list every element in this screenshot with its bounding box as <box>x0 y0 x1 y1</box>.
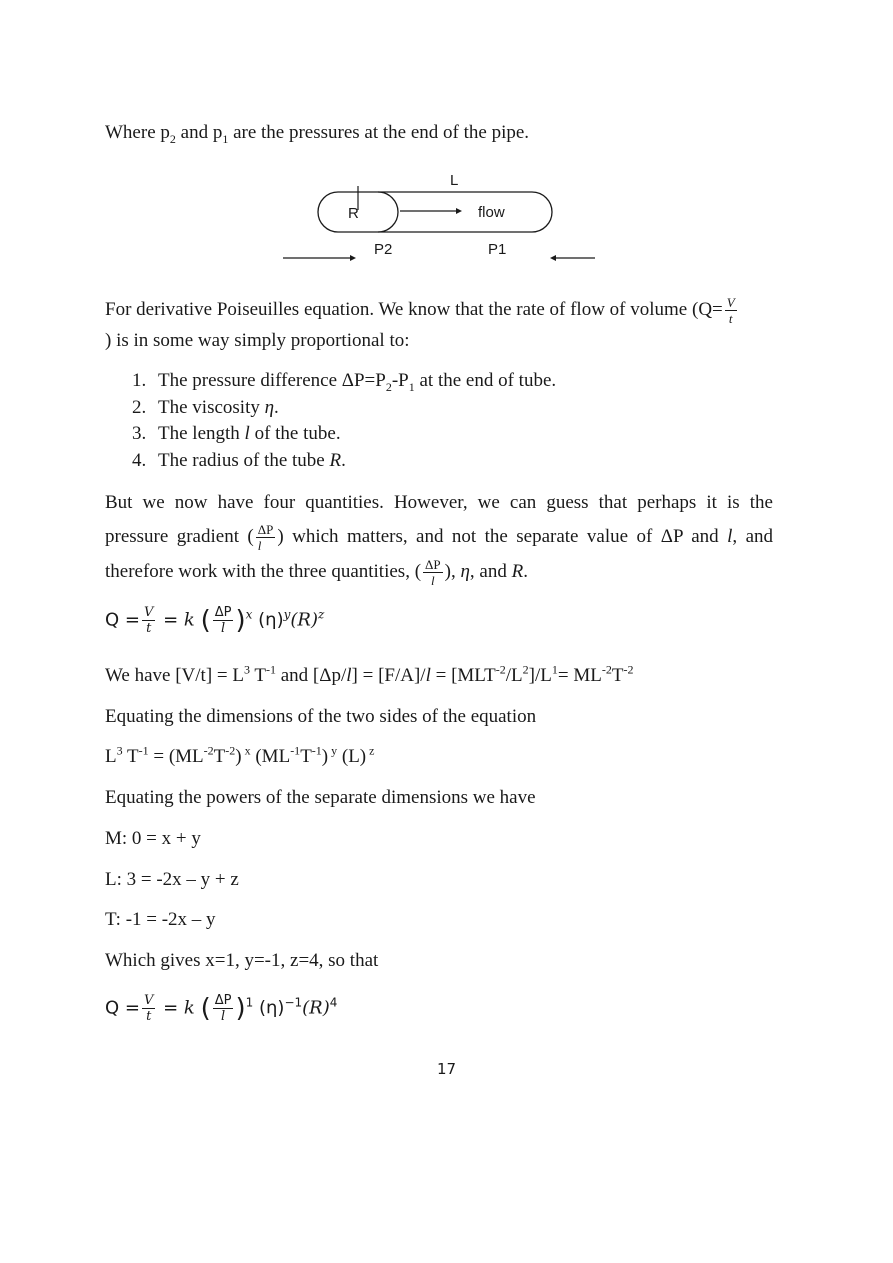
right-pressure-arrow-head <box>550 255 556 261</box>
para-line-2: pressure gradient ( $\frac{\Delta P}{l}$ ) which matters, and not the separate value of ΔP and l, and <box>105 522 774 554</box>
derivative-line-1: For derivative Poiseuilles equation. We know that the rate of flow of volume (Q= $\frac{V}{t}$ <box>105 295 735 326</box>
l-equation: L: 3 = -2x – y + z <box>105 869 239 890</box>
para-line-1: But we now have four quantities. However, we can guess that perhaps it is the <box>105 492 773 513</box>
intro-line: Where $p_2$ and $p_1$ are the pressures at the end of the pipe. <box>105 122 530 146</box>
left-pressure-arrow-head <box>350 255 356 261</box>
diagram-label-P2: P2 <box>374 241 393 258</box>
pipe-diagram <box>270 168 610 268</box>
solution-text: Which gives x=1, y=-1, z=4, so that <box>105 950 379 971</box>
list-item: 2. The viscosity η. <box>132 396 279 418</box>
diagram-label-flow: flow <box>478 204 505 221</box>
diagram-label-R: R <box>348 205 359 222</box>
derivative-line-2: ) is in some way simply proportional to: <box>105 330 410 351</box>
para-line-3: therefore work with the three quantities, ( $\frac{\Delta P}{l}$ ), η, and R. <box>105 557 528 588</box>
m-equation: M: 0 = x + y <box>105 828 201 849</box>
dimensions-line: We have $[V/t] = L^3$ $T^{-1}$ and $[\Delta p/l] = [F/A]/l = [MLT^{-2}/L^2]/L^1= ML^{-2}T^{-2}$ <box>105 662 634 686</box>
pipe-cross-section <box>378 192 398 232</box>
equation-2: Q = $\frac{V}{t}$ = k ( $\frac{\Delta P}{l}$ )$^1$ $(\eta)^{-1}(R)^4$ <box>105 993 338 1024</box>
equating-text-1: Equating the dimensions of the two sides of the equation <box>105 706 537 727</box>
page-number: 17 <box>436 1060 457 1078</box>
diagram-label-L: L <box>450 172 459 189</box>
dimension-equation: $L^3$ $T^{-1} = (ML^{-2}T^{-2})$ $^x$ $(ML^{-1}T^{-1})$ $^y$ (L) $^z$ <box>105 743 375 767</box>
list-item: 1. The pressure difference $\Delta P=P_2-P_1$ at the end of tube. <box>132 370 557 394</box>
flow-arrow-head <box>456 208 462 214</box>
equation-1: Q = $\frac{V}{t}$ = k ( $\frac{\Delta P}{l}$ )$^x$ $(\eta)^y(R)^z$ <box>105 605 325 636</box>
list-item: 4. The radius of the tube R. <box>132 449 346 471</box>
list-item: 3. The length l of the tube. <box>132 423 341 444</box>
equating-text-2: Equating the powers of the separate dimensions we have <box>105 787 536 808</box>
diagram-label-P1: P1 <box>488 241 507 258</box>
proportional-list <box>132 370 556 476</box>
t-equation: T: -1 = -2x – y <box>105 909 216 930</box>
